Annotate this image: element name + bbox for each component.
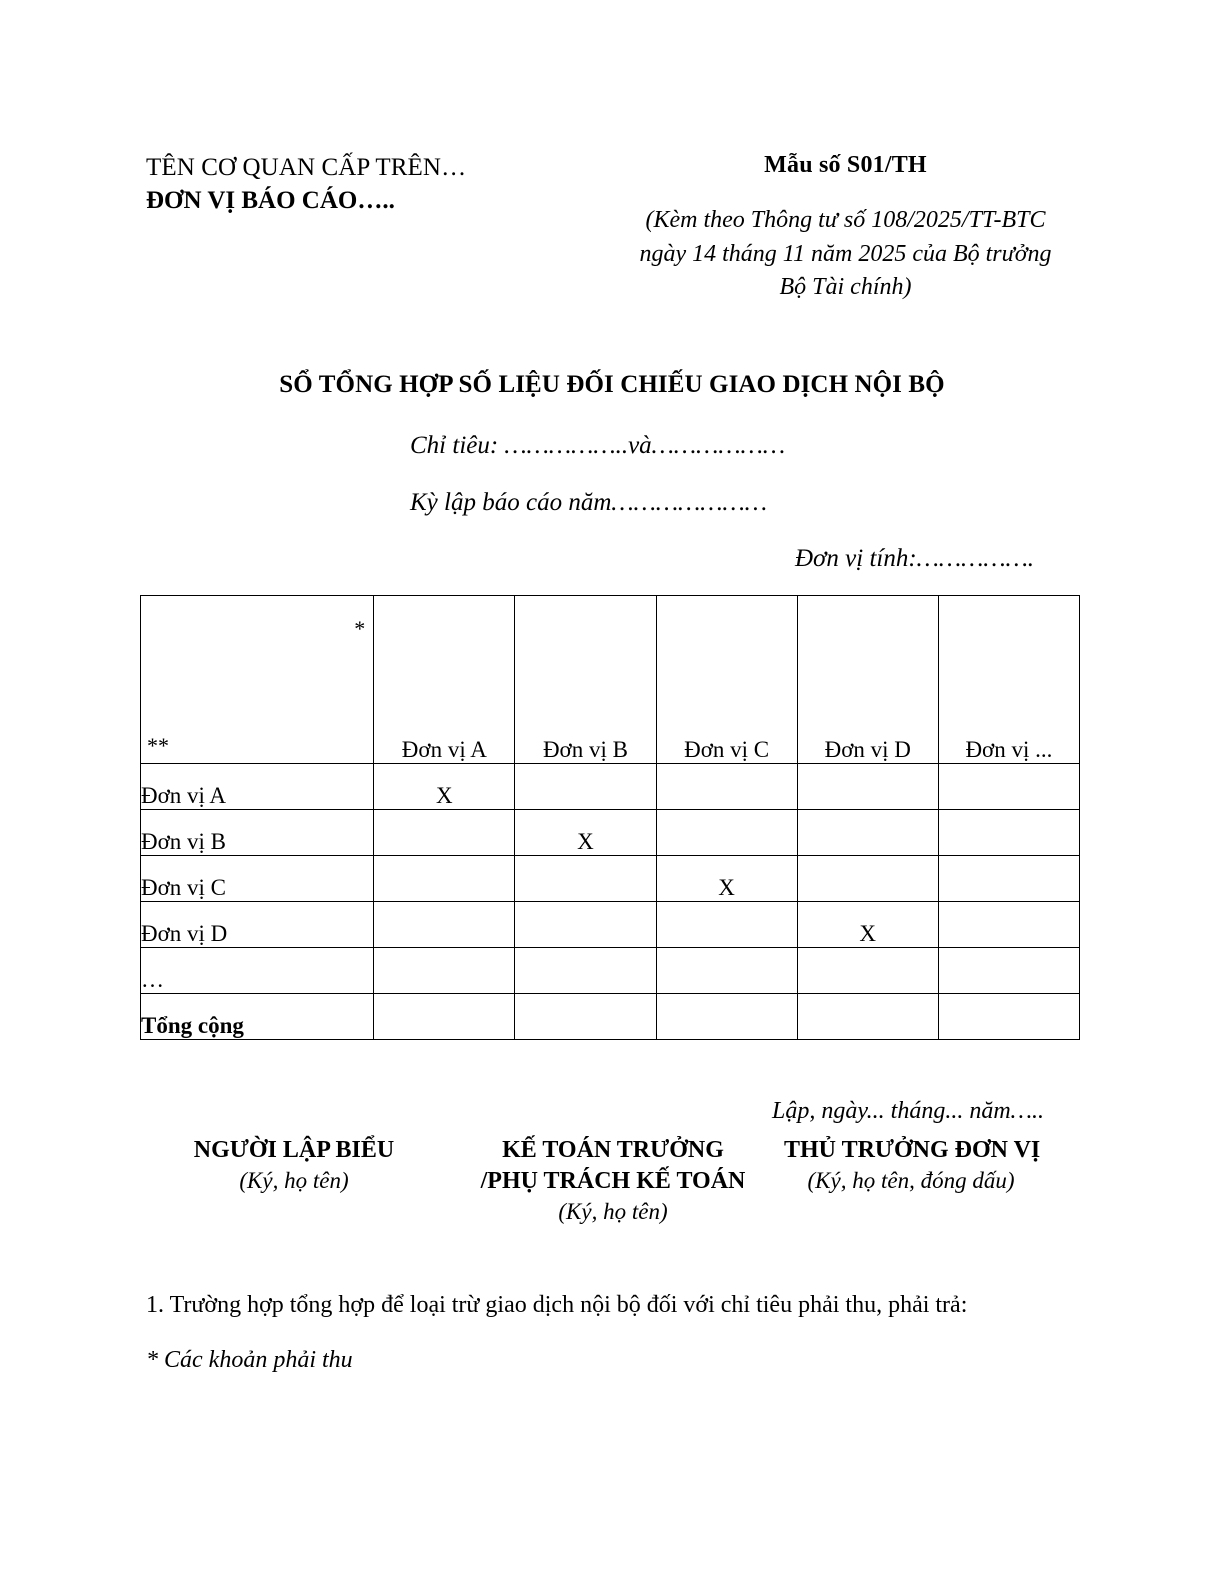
table-cell[interactable] — [656, 902, 797, 948]
table-cell[interactable]: X — [374, 764, 515, 810]
reporting-unit-label: ĐƠN VỊ BÁO CÁO….. — [146, 186, 395, 214]
unit-of-measure-field: Đơn vị tính:……………. — [795, 545, 1035, 572]
circular-line-2: ngày 14 tháng 11 năm 2025 của Bộ trưởng — [639, 240, 1052, 267]
reconciliation-table-wrapper — [140, 595, 1080, 1040]
table-cell[interactable] — [656, 764, 797, 810]
head-of-unit-sign-note: (Ký, họ tên, đóng dấu) — [807, 1168, 1015, 1194]
table-header-row — [141, 596, 1080, 764]
signature-block-head-of-unit — [784, 1135, 1041, 1196]
header-right-block — [608, 152, 1083, 305]
table-cell[interactable] — [374, 810, 515, 856]
table-cell[interactable] — [938, 948, 1079, 994]
circular-reference — [608, 204, 1083, 305]
table-cell[interactable] — [515, 764, 656, 810]
table-cell[interactable] — [938, 902, 1079, 948]
table-cell[interactable] — [797, 856, 938, 902]
header-left-block — [146, 152, 466, 217]
table-cell[interactable] — [938, 856, 1079, 902]
corner-marker-top: * — [354, 616, 366, 641]
parent-agency-label: TÊN CƠ QUAN CẤP TRÊN… — [146, 154, 467, 181]
table-cell[interactable]: X — [515, 810, 656, 856]
table-row — [141, 764, 1080, 810]
row-label: Đơn vị D — [141, 902, 374, 948]
circular-line-3: Bộ Tài chính) — [779, 274, 912, 301]
table-corner-cell — [141, 596, 374, 764]
table-cell[interactable] — [515, 902, 656, 948]
table-cell[interactable] — [938, 994, 1079, 1040]
table-cell[interactable] — [797, 994, 938, 1040]
row-label: … — [141, 948, 374, 994]
document-title: SỔ TỔNG HỢP SỐ LIỆU ĐỐI CHIẾU GIAO DỊCH NỘI BỘ — [279, 371, 945, 398]
table-cell[interactable] — [938, 764, 1079, 810]
signature-block-preparer — [178, 1135, 410, 1196]
preparer-sign-note: (Ký, họ tên) — [239, 1168, 349, 1194]
reporting-period-field: Kỳ lập báo cáo năm………………… — [410, 489, 767, 516]
table-cell[interactable]: X — [656, 856, 797, 902]
table-cell[interactable] — [515, 994, 656, 1040]
table-cell[interactable] — [656, 810, 797, 856]
signature-block-chief-accountant — [462, 1135, 764, 1227]
footnote-case-1: 1. Trường hợp tổng hợp để loại trừ giao dịch nội bộ đối với chỉ tiêu phải thu, phải trả: — [146, 1292, 968, 1318]
table-row — [141, 810, 1080, 856]
table-cell[interactable] — [374, 902, 515, 948]
chief-accountant-role-line-1: KẾ TOÁN TRƯỞNG — [502, 1137, 724, 1163]
indicator-field: Chỉ tiêu: ……………..và……………… — [410, 432, 786, 459]
table-cell[interactable] — [656, 948, 797, 994]
reconciliation-table — [140, 595, 1080, 1040]
table-cell[interactable] — [797, 764, 938, 810]
table-cell[interactable] — [797, 810, 938, 856]
column-header-unit-a: Đơn vị A — [374, 596, 515, 764]
table-cell[interactable] — [515, 856, 656, 902]
column-header-unit-d: Đơn vị D — [797, 596, 938, 764]
column-header-unit-etc: Đơn vị ... — [938, 596, 1079, 764]
row-label: Đơn vị B — [141, 810, 374, 856]
table-cell[interactable] — [374, 994, 515, 1040]
row-label: Đơn vị C — [141, 856, 374, 902]
table-cell[interactable] — [515, 948, 656, 994]
footnote-receivables: * Các khoản phải thu — [146, 1347, 353, 1373]
preparer-role-label: NGƯỜI LẬP BIỂU — [193, 1137, 395, 1163]
chief-accountant-role-line-2: /PHỤ TRÁCH KẾ TOÁN — [480, 1168, 746, 1195]
table-row — [141, 856, 1080, 902]
table-cell[interactable] — [797, 948, 938, 994]
form-code-label: Mẫu số S01/TH — [764, 152, 927, 178]
column-header-unit-c: Đơn vị C — [656, 596, 797, 764]
signature-date-line: Lập, ngày... tháng... năm….. — [772, 1098, 1045, 1124]
row-label: Đơn vị A — [141, 764, 374, 810]
table-cell[interactable] — [656, 994, 797, 1040]
corner-marker-bottom: ** — [147, 733, 169, 758]
table-cell[interactable] — [374, 856, 515, 902]
table-cell[interactable]: X — [797, 902, 938, 948]
table-cell[interactable] — [374, 948, 515, 994]
circular-line-1: (Kèm theo Thông tư số 108/2025/TT-BTC — [645, 207, 1046, 233]
chief-accountant-sign-note: (Ký, họ tên) — [558, 1199, 668, 1225]
column-header-unit-b: Đơn vị B — [515, 596, 656, 764]
table-row — [141, 948, 1080, 994]
table-cell[interactable] — [938, 810, 1079, 856]
head-of-unit-role-label: THỦ TRƯỞNG ĐƠN VỊ — [784, 1137, 1041, 1163]
row-label-total: Tổng cộng — [141, 994, 374, 1040]
table-total-row — [141, 994, 1080, 1040]
table-row — [141, 902, 1080, 948]
